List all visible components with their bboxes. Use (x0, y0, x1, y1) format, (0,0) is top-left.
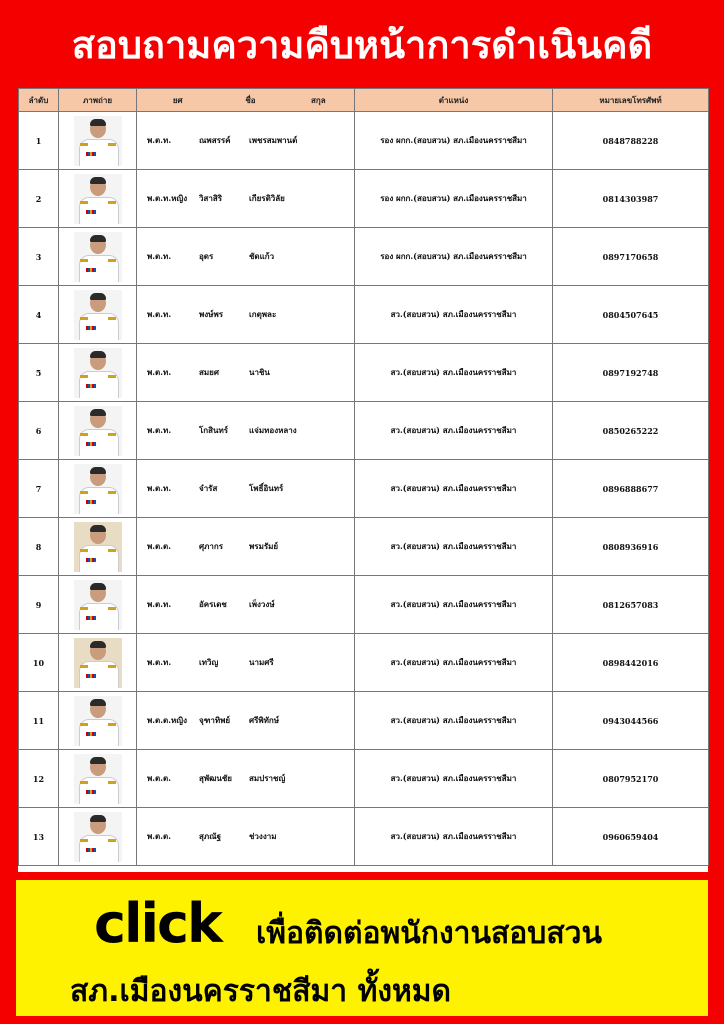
hair-shape (90, 235, 106, 242)
officer-photo (74, 464, 122, 514)
officer-phone[interactable]: 0897192748 (553, 344, 709, 402)
officer-photo (74, 696, 122, 746)
table-row (19, 286, 709, 344)
hair-shape (90, 293, 106, 300)
officer-first-name: สุพัฒนชัย (199, 773, 232, 783)
row-index: 6 (19, 402, 59, 460)
click-label[interactable]: click (94, 892, 221, 955)
row-index: 3 (19, 228, 59, 286)
medal-ribbon (86, 616, 96, 620)
epaulette-left (80, 839, 88, 842)
epaulette-right (108, 607, 116, 610)
epaulette-left (80, 317, 88, 320)
officer-first-name: วิสาสิริ (199, 193, 223, 203)
officer-photo (74, 406, 122, 456)
officer-phone[interactable]: 0898442016 (553, 634, 709, 692)
officer-last-name: นามศรี (249, 657, 274, 667)
page-title: สอบถามความคืบหน้าการดำเนินคดี (71, 22, 653, 67)
officer-last-name: โพธิ์อินทร์ (249, 483, 284, 493)
epaulette-right (108, 839, 116, 842)
row-index: 5 (19, 344, 59, 402)
row-index: 11 (19, 692, 59, 750)
medal-ribbon (86, 210, 96, 214)
officer-rank: พ.ต.ท. (147, 367, 172, 377)
officer-name (137, 112, 355, 170)
officer-last-name: เพชรสมพานต์ (249, 135, 298, 145)
officer-phone[interactable]: 0896888677 (553, 460, 709, 518)
table-row (19, 344, 709, 402)
header-rank: ยศ (172, 94, 183, 105)
table-row (19, 228, 709, 286)
photo-cell (59, 344, 137, 402)
officer-position: รอง ผกก.(สอบสวน) สภ.เมืองนครราชสีมา (355, 228, 553, 286)
officer-rank: พ.ต.ท. (147, 483, 172, 493)
officer-position: สว.(สอบสวน) สภ.เมืองนครราชสีมา (355, 460, 553, 518)
photo-cell (59, 692, 137, 750)
officer-first-name: สมยศ (199, 367, 219, 377)
table-row (19, 634, 709, 692)
row-index: 8 (19, 518, 59, 576)
medal-ribbon (86, 558, 96, 562)
officer-photo (74, 522, 122, 572)
row-index: 10 (19, 634, 59, 692)
officer-first-name: ณพสรรค์ (199, 135, 231, 145)
officer-name (137, 518, 355, 576)
epaulette-right (108, 491, 116, 494)
epaulette-right (108, 433, 116, 436)
contact-banner[interactable] (16, 880, 708, 1016)
medal-ribbon (86, 848, 96, 852)
photo-cell (59, 170, 137, 228)
officer-position: สว.(สอบสวน) สภ.เมืองนครราชสีมา (355, 344, 553, 402)
header-first: ชื่อ (245, 94, 256, 105)
officer-phone[interactable]: 0897170658 (553, 228, 709, 286)
hair-shape (90, 467, 106, 474)
table-row (19, 808, 709, 866)
officer-photo (74, 116, 122, 166)
header-last: สกุล (310, 94, 326, 105)
header-photo: ภาพถ่าย (59, 89, 137, 112)
hair-shape (90, 119, 106, 126)
officer-rank: พ.ต.ท. (147, 599, 172, 609)
officer-rank: พ.ต.ท. (147, 425, 172, 435)
hair-shape (90, 177, 106, 184)
epaulette-left (80, 259, 88, 262)
photo-cell (59, 518, 137, 576)
officer-position: สว.(สอบสวน) สภ.เมืองนครราชสีมา (355, 692, 553, 750)
header-position: ตำแหน่ง (355, 89, 553, 112)
medal-ribbon (86, 326, 96, 330)
officer-position: สว.(สอบสวน) สภ.เมืองนครราชสีมา (355, 518, 553, 576)
officer-last-name: ช่วงงาม (249, 831, 277, 841)
epaulette-right (108, 549, 116, 552)
officer-last-name: พรมรัมย์ (249, 541, 279, 551)
table-row (19, 750, 709, 808)
click-description[interactable]: เพื่อติดต่อพนักงานสอบสวน (256, 916, 602, 951)
table-row (19, 112, 709, 170)
row-index: 12 (19, 750, 59, 808)
photo-cell (59, 402, 137, 460)
epaulette-left (80, 433, 88, 436)
medal-ribbon (86, 674, 96, 678)
officer-first-name: อัครเดช (199, 599, 227, 609)
hair-shape (90, 583, 106, 590)
epaulette-right (108, 143, 116, 146)
photo-cell (59, 228, 137, 286)
officer-name (137, 576, 355, 634)
row-index: 9 (19, 576, 59, 634)
officer-phone[interactable]: 0807952170 (553, 750, 709, 808)
officer-name (137, 692, 355, 750)
epaulette-left (80, 781, 88, 784)
epaulette-left (80, 723, 88, 726)
officer-phone[interactable]: 0848788228 (553, 112, 709, 170)
photo-cell (59, 112, 137, 170)
medal-ribbon (86, 732, 96, 736)
table-row (19, 402, 709, 460)
officer-first-name: โกสินทร์ (199, 425, 229, 435)
hair-shape (90, 757, 106, 764)
row-index: 2 (19, 170, 59, 228)
header-index: ลำดับ (19, 89, 59, 112)
medal-ribbon (86, 442, 96, 446)
hair-shape (90, 409, 106, 416)
officer-phone[interactable]: 0808936916 (553, 518, 709, 576)
officer-rank: พ.ต.ท. (147, 251, 172, 261)
table-row (19, 170, 709, 228)
officer-first-name: จุฑาทิพย์ (199, 715, 231, 725)
officer-phone[interactable]: 0804507645 (553, 286, 709, 344)
officer-phone[interactable]: 0943044566 (553, 692, 709, 750)
medal-ribbon (86, 790, 96, 794)
officer-rank: พ.ต.ต. (147, 541, 172, 551)
officer-name (137, 402, 355, 460)
officer-photo (74, 754, 122, 804)
officer-rank: พ.ต.ท.หญิง (147, 193, 188, 203)
officer-last-name: เพ็งวงษ์ (249, 599, 275, 609)
officer-last-name: สมปราชญ์ (249, 773, 286, 783)
officer-position: สว.(สอบสวน) สภ.เมืองนครราชสีมา (355, 402, 553, 460)
photo-cell (59, 286, 137, 344)
officer-first-name: พงษ์พร (199, 309, 224, 319)
epaulette-right (108, 259, 116, 262)
officer-position: รอง ผกก.(สอบสวน) สภ.เมืองนครราชสีมา (355, 170, 553, 228)
officer-position: สว.(สอบสวน) สภ.เมืองนครราชสีมา (355, 808, 553, 866)
epaulette-right (108, 201, 116, 204)
table-row (19, 576, 709, 634)
officer-rank: พ.ต.ท. (147, 657, 172, 667)
officer-table-container (18, 88, 708, 872)
officer-photo (74, 174, 122, 224)
photo-cell (59, 634, 137, 692)
officer-name (137, 808, 355, 866)
table-row (19, 460, 709, 518)
officer-phone[interactable]: 0960659404 (553, 808, 709, 866)
epaulette-left (80, 607, 88, 610)
officer-photo (74, 812, 122, 862)
medal-ribbon (86, 268, 96, 272)
officer-position: สว.(สอบสวน) สภ.เมืองนครราชสีมา (355, 750, 553, 808)
officer-first-name: สุภณัฐ (199, 831, 221, 841)
table-body (19, 112, 709, 866)
officer-photo (74, 348, 122, 398)
photo-cell (59, 808, 137, 866)
hair-shape (90, 815, 106, 822)
officer-last-name: เกียรติวิลัย (249, 193, 285, 203)
officer-last-name: ชัดแก้ว (249, 251, 275, 261)
epaulette-left (80, 665, 88, 668)
hair-shape (90, 699, 106, 706)
officer-phone[interactable]: 0812657083 (553, 576, 709, 634)
header-phone: หมายเลขโทรศัพท์ (553, 89, 709, 112)
officer-phone[interactable]: 0814303987 (553, 170, 709, 228)
officer-last-name: นาชิน (249, 367, 270, 377)
officer-position: สว.(สอบสวน) สภ.เมืองนครราชสีมา (355, 286, 553, 344)
officer-name (137, 286, 355, 344)
epaulette-right (108, 665, 116, 668)
table-header-row (19, 89, 709, 112)
hair-shape (90, 525, 106, 532)
epaulette-right (108, 781, 116, 784)
officer-first-name: อุดร (199, 251, 214, 261)
officer-name (137, 170, 355, 228)
row-index: 13 (19, 808, 59, 866)
medal-ribbon (86, 152, 96, 156)
officer-photo (74, 232, 122, 282)
epaulette-left (80, 549, 88, 552)
officer-phone[interactable]: 0850265222 (553, 402, 709, 460)
epaulette-left (80, 143, 88, 146)
officer-photo (74, 580, 122, 630)
epaulette-right (108, 317, 116, 320)
epaulette-left (80, 201, 88, 204)
epaulette-right (108, 723, 116, 726)
row-index: 7 (19, 460, 59, 518)
officer-first-name: ศุภากร (199, 541, 223, 551)
hair-shape (90, 351, 106, 358)
officer-name (137, 344, 355, 402)
officer-first-name: เทวิญ (199, 657, 219, 667)
officer-rank: พ.ต.ท. (147, 135, 172, 145)
table-row (19, 518, 709, 576)
officer-first-name: จำรัส (199, 483, 218, 493)
officer-table (18, 88, 709, 866)
officer-name (137, 460, 355, 518)
officer-rank: พ.ต.ต. (147, 831, 172, 841)
officer-rank: พ.ต.ท. (147, 309, 172, 319)
officer-last-name: ศรีพิทักษ์ (249, 715, 280, 725)
station-name[interactable]: สภ.เมืองนครราชสีมา ทั้งหมด (70, 974, 452, 1009)
medal-ribbon (86, 500, 96, 504)
officer-position: รอง ผกก.(สอบสวน) สภ.เมืองนครราชสีมา (355, 112, 553, 170)
officer-rank: พ.ต.ต. (147, 773, 172, 783)
officer-photo (74, 638, 122, 688)
photo-cell (59, 750, 137, 808)
officer-rank: พ.ต.ต.หญิง (147, 715, 188, 725)
epaulette-right (108, 375, 116, 378)
officer-name (137, 634, 355, 692)
officer-last-name: แจ่มทองหลาง (249, 425, 297, 435)
row-index: 4 (19, 286, 59, 344)
officer-position: สว.(สอบสวน) สภ.เมืองนครราชสีมา (355, 576, 553, 634)
table-row (19, 692, 709, 750)
medal-ribbon (86, 384, 96, 388)
row-index: 1 (19, 112, 59, 170)
officer-position: สว.(สอบสวน) สภ.เมืองนครราชสีมา (355, 634, 553, 692)
header-name (137, 89, 355, 112)
hair-shape (90, 641, 106, 648)
officer-photo (74, 290, 122, 340)
epaulette-left (80, 491, 88, 494)
epaulette-left (80, 375, 88, 378)
officer-name (137, 228, 355, 286)
officer-last-name: เกตุพละ (249, 309, 277, 319)
officer-name (137, 750, 355, 808)
photo-cell (59, 460, 137, 518)
photo-cell (59, 576, 137, 634)
